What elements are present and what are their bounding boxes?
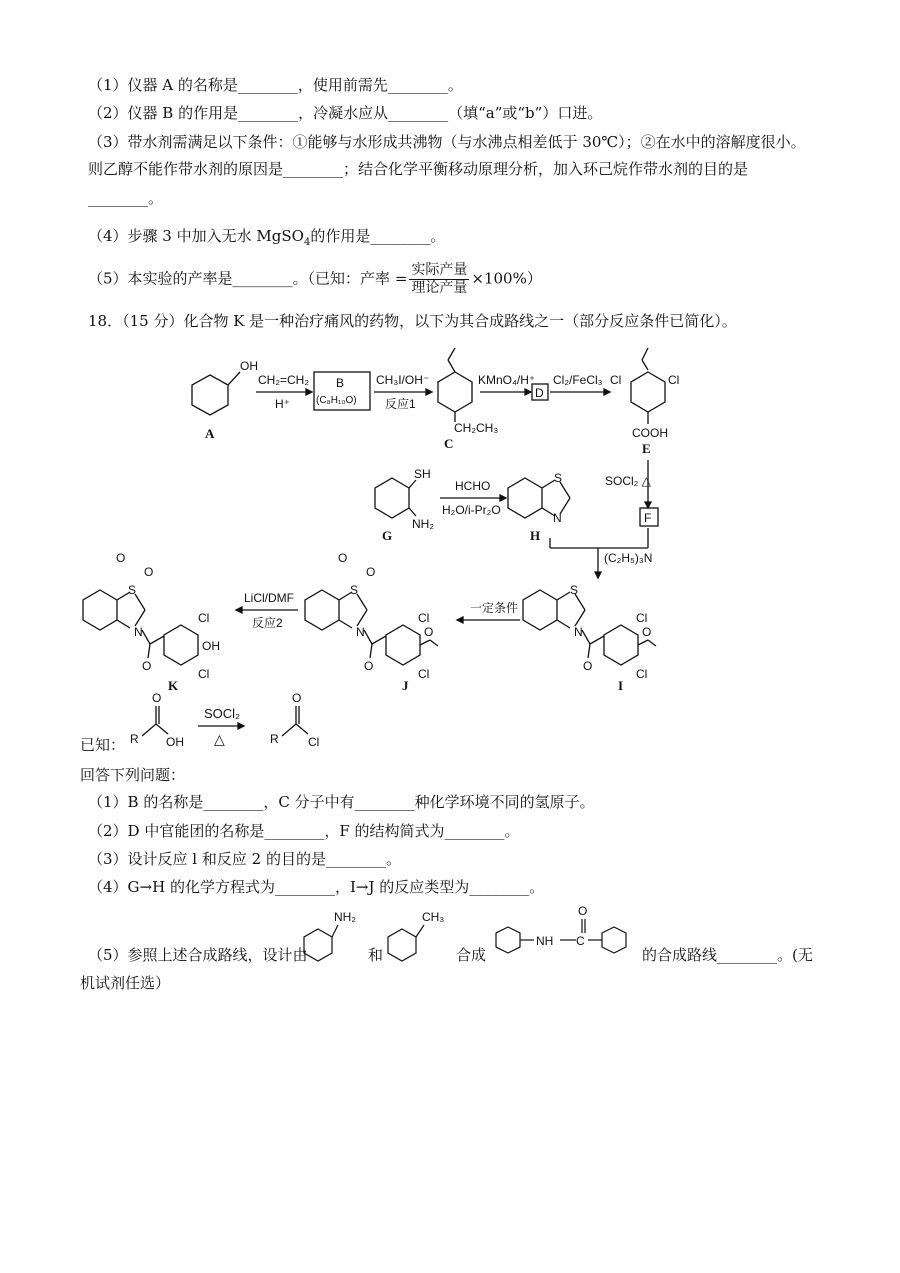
svg-text:H: H (530, 528, 541, 543)
svg-text:COOH: COOH (632, 426, 668, 440)
svg-text:OH: OH (240, 359, 258, 373)
svg-text:Cl: Cl (198, 667, 210, 681)
svg-text:O: O (366, 565, 376, 579)
svg-text:O: O (424, 625, 434, 639)
svg-text:反应1: 反应1 (385, 397, 416, 411)
svg-text:SOCl₂: SOCl₂ (204, 706, 241, 721)
svg-text:SH: SH (414, 467, 431, 481)
svg-text:Cl: Cl (636, 611, 648, 625)
svg-text:OH: OH (166, 735, 184, 749)
compound-G (375, 467, 434, 543)
svg-text:Cl: Cl (418, 667, 430, 681)
svg-text:CH₂=CH₂: CH₂=CH₂ (258, 373, 309, 387)
svg-text:N: N (134, 625, 143, 639)
svg-text:E: E (642, 441, 651, 456)
svg-text:G: G (382, 528, 393, 543)
svg-text:NH₂: NH₂ (412, 517, 434, 531)
svg-text:I: I (618, 678, 624, 693)
known-reaction (80, 688, 380, 758)
svg-text:Cl: Cl (418, 611, 430, 625)
svg-text:B: B (336, 376, 345, 390)
svg-text:F: F (644, 511, 652, 525)
svg-text:N: N (553, 511, 562, 525)
svg-text:H₂O/i-Pr₂O: H₂O/i-Pr₂O (442, 503, 501, 517)
svg-text:O: O (292, 691, 302, 705)
svg-text:R: R (270, 732, 279, 746)
svg-text:Cl: Cl (636, 667, 648, 681)
svg-text:SOCl₂ △: SOCl₂ △ (605, 474, 651, 488)
sub-question-1: （1）B 的名称是________，C 分子中有________种化学环境不同的氢原子。 (88, 793, 595, 811)
question-17-1: （1）仪器 A 的名称是________，使用前需先________。 (88, 76, 463, 94)
compound-H (508, 471, 570, 543)
svg-text:O: O (642, 625, 652, 639)
svg-text:O: O (338, 551, 348, 565)
svg-text:C: C (444, 436, 454, 451)
question-17-2: （2）仪器 B 的作用是________，冷凝水应从________（填“a”或“b”）口进。 (88, 104, 603, 122)
svg-text:S: S (350, 583, 359, 597)
svg-text:CH₂CH₃: CH₂CH₃ (454, 421, 499, 435)
svg-text:LiCl/DMF: LiCl/DMF (244, 591, 294, 605)
compound-I (523, 583, 656, 693)
yield-fraction: $\frac{\text{实际产量}}{\text{理论产量}}$ (411, 262, 468, 296)
svg-text:KMnO₄/H⁺: KMnO₄/H⁺ (478, 373, 536, 387)
sub-question-5b: 的合成路线________。(无 (642, 946, 813, 964)
svg-text:O: O (578, 904, 588, 918)
svg-text:Cl₂/FeCl₃: Cl₂/FeCl₃ (553, 373, 603, 387)
svg-text:CH₃I/OH⁻: CH₃I/OH⁻ (376, 373, 430, 387)
question-18-intro: 18．（15 分）化合物 K 是一种治疗痛风的药物，以下为其合成路线之一（部分反应条件已简化）。 (88, 312, 737, 330)
svg-text:N: N (356, 625, 365, 639)
toluene-structure (380, 905, 445, 965)
svg-text:Cl: Cl (308, 735, 320, 749)
svg-text:R: R (130, 732, 139, 746)
svg-text:△: △ (214, 731, 225, 747)
svg-text:S: S (570, 583, 579, 597)
svg-text:O: O (152, 691, 162, 705)
sub-question-5-and: 和 (368, 946, 384, 964)
svg-text:O: O (142, 659, 152, 673)
compound-E (610, 348, 679, 456)
svg-text:(C₂H₅)₃N: (C₂H₅)₃N (604, 551, 653, 565)
compound-C (438, 348, 498, 451)
svg-text:N: N (574, 625, 583, 639)
svg-text:C: C (576, 934, 585, 948)
sub-question-4: （4）G→H 的化学方程式为________，I→J 的反应类型为________。 (88, 878, 545, 896)
svg-text:反应2: 反应2 (252, 616, 283, 630)
sub-question-5a: （5）参照上述合成路线，设计由 (88, 946, 308, 964)
question-17-3c: ________。 (88, 189, 164, 207)
question-17-5: （5）本实验的产率是________。（已知：产率 = $\frac{\text{实际产量}}{\text{理论产量}}$ ×100%） (88, 262, 542, 296)
sub-question-5-synthesize: 合成 (456, 946, 487, 964)
svg-text:S: S (128, 583, 137, 597)
svg-text:Cl: Cl (668, 373, 680, 387)
question-17-4: （4）步骤 3 中加入无水 MgSO$_4$的作用是________。 (88, 227, 446, 248)
svg-text:O: O (583, 659, 593, 673)
compound-J (305, 551, 438, 693)
benzanilide-structure (492, 905, 642, 965)
svg-text:CH₃: CH₃ (422, 910, 445, 924)
svg-text:(C₈H₁₀O): (C₈H₁₀O) (316, 395, 357, 406)
svg-text:已知：: 已知： (80, 736, 126, 754)
svg-text:HCHO: HCHO (455, 479, 491, 493)
svg-text:O: O (364, 659, 374, 673)
svg-text:J: J (402, 678, 409, 693)
sub-question-3: （3）设计反应 l 和反应 2 的目的是________。 (88, 850, 401, 868)
question-17-3b: 则乙醇不能作带水剂的原因是________；结合化学平衡移动原理分析，加入环己烷作带水剂的目的是 (88, 160, 749, 178)
compound-K (83, 551, 220, 693)
svg-text:NH: NH (536, 934, 554, 948)
svg-text:NH₂: NH₂ (334, 910, 356, 924)
svg-text:A: A (205, 426, 215, 441)
sub-question-5c: 机试剂任选） (80, 974, 171, 992)
svg-text:S: S (554, 471, 563, 485)
svg-text:D: D (535, 386, 544, 400)
svg-text:O: O (116, 551, 126, 565)
svg-text:Cl: Cl (610, 373, 622, 387)
question-17-3a: （3）带水剂需满足以下条件：①能够与水形成共沸物（与水沸点相差低于 30℃）；②在水中的溶解度很小。 (88, 133, 806, 151)
aniline-structure (298, 905, 356, 965)
svg-text:一定条件: 一定条件 (470, 601, 519, 615)
svg-text:H⁺: H⁺ (275, 397, 290, 411)
svg-text:K: K (168, 678, 179, 693)
answer-prompt: 回答下列问题： (80, 766, 186, 784)
sub-question-2: （2）D 中官能团的名称是________，F 的结构简式为________。 (88, 822, 520, 840)
compound-A (192, 359, 258, 441)
svg-text:O: O (144, 565, 154, 579)
svg-text:Cl: Cl (198, 611, 210, 625)
svg-text:OH: OH (202, 639, 220, 653)
